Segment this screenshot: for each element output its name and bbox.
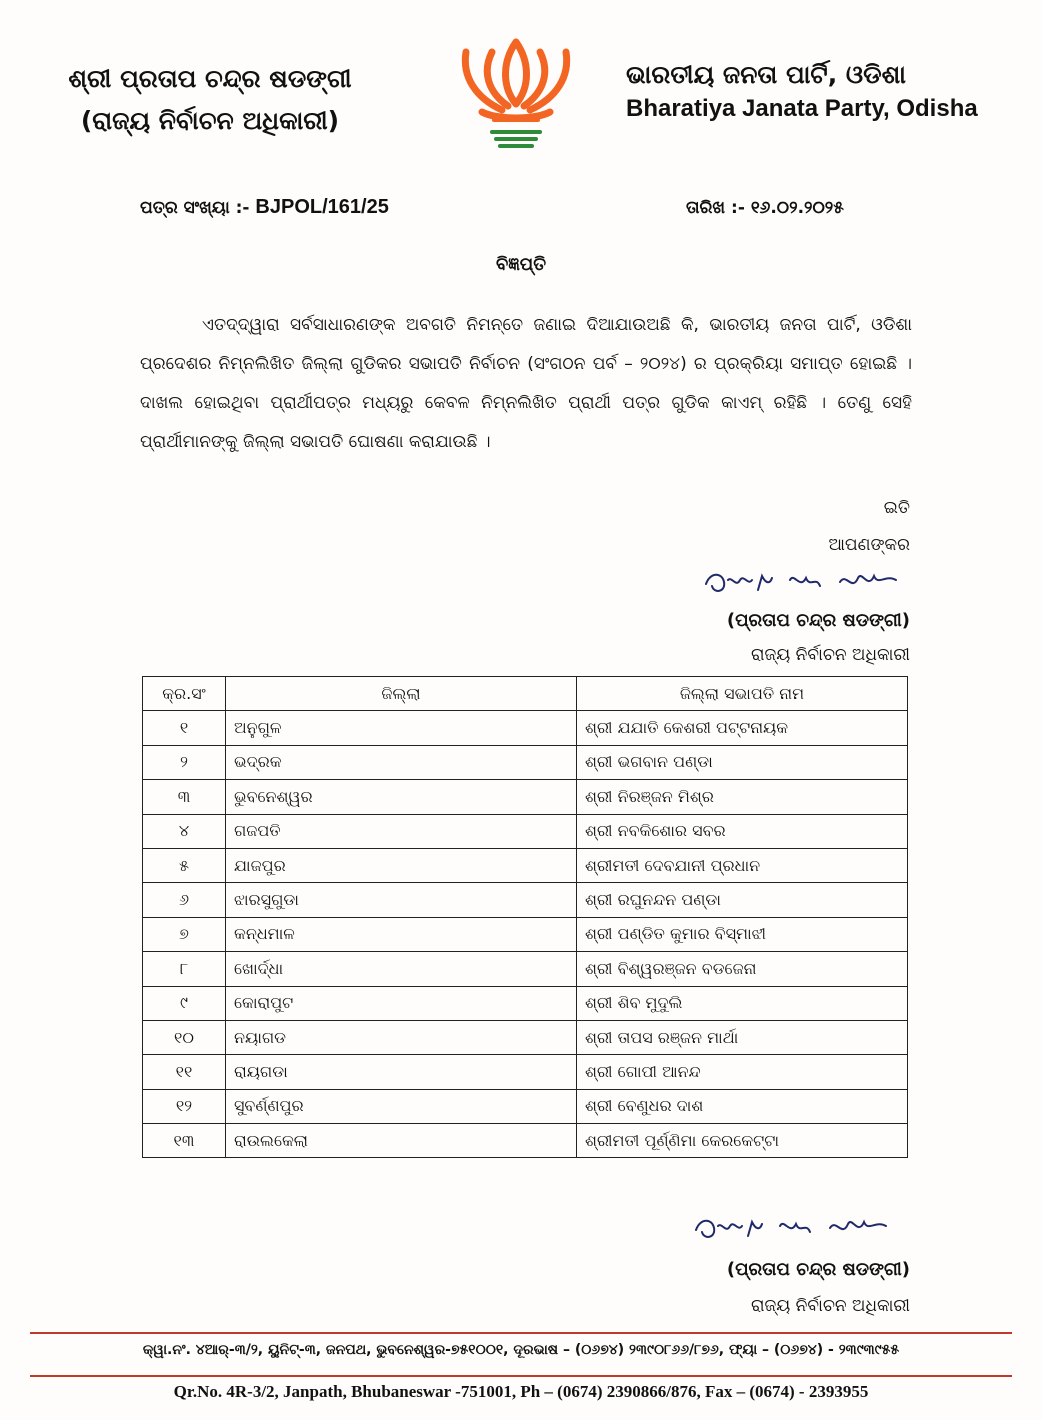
closing-iti: ଇତି: [883, 498, 910, 518]
row-sno: ୭: [143, 917, 226, 951]
row-president: ଶ୍ରୀ ଭଗବାନ ପଣ୍ଡା: [577, 745, 908, 779]
notice-body: ଏତଦ୍‌ଦ୍ୱାରା ସର୍ବସାଧାରଣଙ୍କ ଅବଗତି ନିମନ୍ତେ ଜଣାଇ ଦିଆଯାଉଅଛି କି, ଭାରତୀୟ ଜନତା ପାର୍ଟି, ଓଡିଶା ପ୍ରଦେଶର ନିମ୍ନଲିଖିତ ଜିଲ୍ଲା ଗୁଡିକର ସଭାପତି ନିର୍ବାଚନ (ସଂଗଠନ ପର୍ବ – ୨୦୨୪) ର ପ୍ରକ୍ରିୟା ସମାପ୍ତ ହୋଇଛି । ଦାଖଲ ହୋଇଥିବା ପ୍ରାର୍ଥୀପତ୍ର ମଧ୍ୟରୁ କେବଳ ନିମ୍ନଲିଖିତ ପ୍ରାର୍ଥୀ ପତ୍ର ଗୁଡିକ କାଏମ୍ ରହିଛି । ତେଣୁ ସେହି ପ୍ରାର୍ଥୀମାନଙ୍କୁ ଜିଲ୍ଲା ସଭାପତି ଘୋଷଣା କରାଯାଉଛି ।: [140, 315, 912, 452]
row-sno: ୧୨: [143, 1089, 226, 1123]
row-president: ଶ୍ରୀମତୀ ଦେବଯାନୀ ପ୍ରଧାନ: [577, 848, 908, 882]
row-sno: ୬: [143, 883, 226, 917]
row-president: ଶ୍ରୀ ତାପସ ରଞ୍ଜନ ମାର୍ଥା: [577, 1020, 908, 1054]
sender-name: ଶ୍ରୀ ପ୍ରତାପ ଚନ୍ଦ୍ର ଷଡଙ୍ଗୀ: [68, 64, 352, 93]
row-district: କନ୍ଧମାଳ: [226, 917, 577, 951]
table-row: [143, 986, 908, 1020]
closing-yours: ଆପଣଙ୍କର: [828, 535, 910, 555]
lotus-logo-icon: [452, 32, 580, 154]
table-row: [143, 745, 908, 779]
table-row: [143, 1055, 908, 1089]
signatory-name: (ପ୍ରତାପ ଚନ୍ଦ୍ର ଷଡଙ୍ଗୀ): [726, 1259, 910, 1280]
row-sno: ୧୧: [143, 1055, 226, 1089]
footer-divider: [30, 1375, 1012, 1377]
sender-designation: (ରାଜ୍ୟ ନିର୍ବାଚନ ଅଧିକାରୀ): [80, 106, 340, 135]
row-sno: ୫: [143, 848, 226, 882]
table-row: [143, 917, 908, 951]
party-name-odia: ଭାରତୀୟ ଜନତା ପାର୍ଟି, ଓଡିଶା: [626, 60, 906, 89]
table-row: [143, 1089, 908, 1123]
row-district: ଭଦ୍ରକ: [226, 745, 577, 779]
letter-number: [140, 196, 389, 219]
header-sno: କ୍ର.ସଂ: [143, 677, 226, 711]
row-district: ରାୟଗଡା: [226, 1055, 577, 1089]
row-president: ଶ୍ରୀମତୀ ପୂର୍ଣ୍ଣିମା କେରକେଟ୍ଟା: [577, 1124, 908, 1158]
row-district: ଝାରସୁଗୁଡା: [226, 883, 577, 917]
table-row: [143, 1020, 908, 1054]
row-president: ଶ୍ରୀ ଯଯାତି କେଶରୀ ପଟ୍ଟନାୟକ: [577, 711, 908, 745]
row-president: ଶ୍ରୀ ବେଣୁଧର ଦାଶ: [577, 1089, 908, 1123]
row-president: ଶ୍ରୀ ପଣ୍ଡିତ କୁମାର ବିସ୍ମାଝୀ: [577, 917, 908, 951]
row-sno: ୧୦: [143, 1020, 226, 1054]
row-district: ଯାଜପୁର: [226, 848, 577, 882]
footer-address-english: Qr.No. 4R-3/2, Janpath, Bhubaneswar -751001, Ph – (0674) 2390866/876, Fax – (0674) - 2393955: [173, 1382, 869, 1401]
date-value: ୧୬.୦୨.୨୦୨୫: [750, 198, 844, 218]
table-row: [143, 780, 908, 814]
footer-address-odia: କ୍ୱା.ନଂ. ୪ଆର୍-୩/୨, ୟୁନିଟ୍-୩, ଜନପଥ, ଭୁବନେଶ୍ୱର-୭୫୧୦୦୧, ଦୂରଭାଷ – (୦୬୭୪) ୨୩୯୦୮୬୬/୮୭୬, ଫ୍ୟା – (୦୬୭୪) - ୨୩୯୩୯୫୫: [142, 1342, 900, 1358]
row-sno: ୩: [143, 780, 226, 814]
row-sno: ୪: [143, 814, 226, 848]
signature-icon: [690, 1212, 900, 1246]
table-row: [143, 848, 908, 882]
row-district: ଭୁବନେଶ୍ୱର: [226, 780, 577, 814]
signatory-role: ରାଜ୍ୟ ନିର୍ବାଚନ ଅଧିକାରୀ: [750, 1296, 910, 1316]
table-row: [143, 814, 908, 848]
district-presidents-table: [142, 676, 908, 1158]
row-district: ଗଜପତି: [226, 814, 577, 848]
row-president: ଶ୍ରୀ ରଘୁନନ୍ଦନ ପଣ୍ଡା: [577, 883, 908, 917]
row-sno: ୧: [143, 711, 226, 745]
letter-number-value: BJPOL/161/25: [255, 196, 389, 218]
closing-block: [828, 490, 910, 564]
row-district: ନୟାଗଡ: [226, 1020, 577, 1054]
signatory-role: ରାଜ୍ୟ ନିର୍ବାଚନ ଅଧିକାରୀ: [750, 645, 910, 665]
signature-icon: [700, 566, 910, 600]
letter-number-label: ପତ୍ର ସଂଖ୍ୟା :-: [140, 198, 250, 218]
row-president: ଶ୍ରୀ ଗୋପୀ ଆନନ୍ଦ: [577, 1055, 908, 1089]
row-president: ଶ୍ରୀ ନିରଞ୍ଜନ ମିଶ୍ର: [577, 780, 908, 814]
row-district: ସୁବର୍ଣ୍ଣପୁର: [226, 1089, 577, 1123]
signatory-name: (ପ୍ରତାପ ଚନ୍ଦ୍ର ଷଡଙ୍ଗୀ): [726, 610, 910, 631]
sender-block: [40, 58, 380, 142]
row-sno: ୮: [143, 952, 226, 986]
row-sno: ୯: [143, 986, 226, 1020]
party-block: [626, 58, 1016, 126]
row-district: ରାଉଲକେଲା: [226, 1124, 577, 1158]
row-sno: ୨: [143, 745, 226, 779]
row-district: ଅନୁଗୁଳ: [226, 711, 577, 745]
table-row: [143, 1124, 908, 1158]
table-row: [143, 883, 908, 917]
row-district: ଖୋର୍ଦ୍ଧା: [226, 952, 577, 986]
row-district: କୋରାପୁଟ: [226, 986, 577, 1020]
row-president: ଶ୍ରୀ ଶିବ ମୁଦୁଲି: [577, 986, 908, 1020]
footer-divider: [30, 1332, 1012, 1334]
table-row: [143, 711, 908, 745]
header-district: ଜିଲ୍ଲା: [226, 677, 577, 711]
date-label: ତାରିଖ :-: [686, 198, 745, 218]
header-president: ଜିଲ୍ଲା ସଭାପତି ନାମ: [577, 677, 908, 711]
notice-title: ବିଜ୍ଞପ୍ତି: [495, 254, 547, 275]
row-sno: ୧୩: [143, 1124, 226, 1158]
table-row: [143, 952, 908, 986]
row-president: ଶ୍ରୀ ନବକିଶୋର ସବର: [577, 814, 908, 848]
letter-date: [686, 198, 844, 218]
party-name-english: Bharatiya Janata Party, Odisha: [626, 95, 978, 122]
row-president: ଶ୍ରୀ ବିଶ୍ୱରଞ୍ଜନ ବଡଜେନା: [577, 952, 908, 986]
table-header-row: [143, 677, 908, 711]
